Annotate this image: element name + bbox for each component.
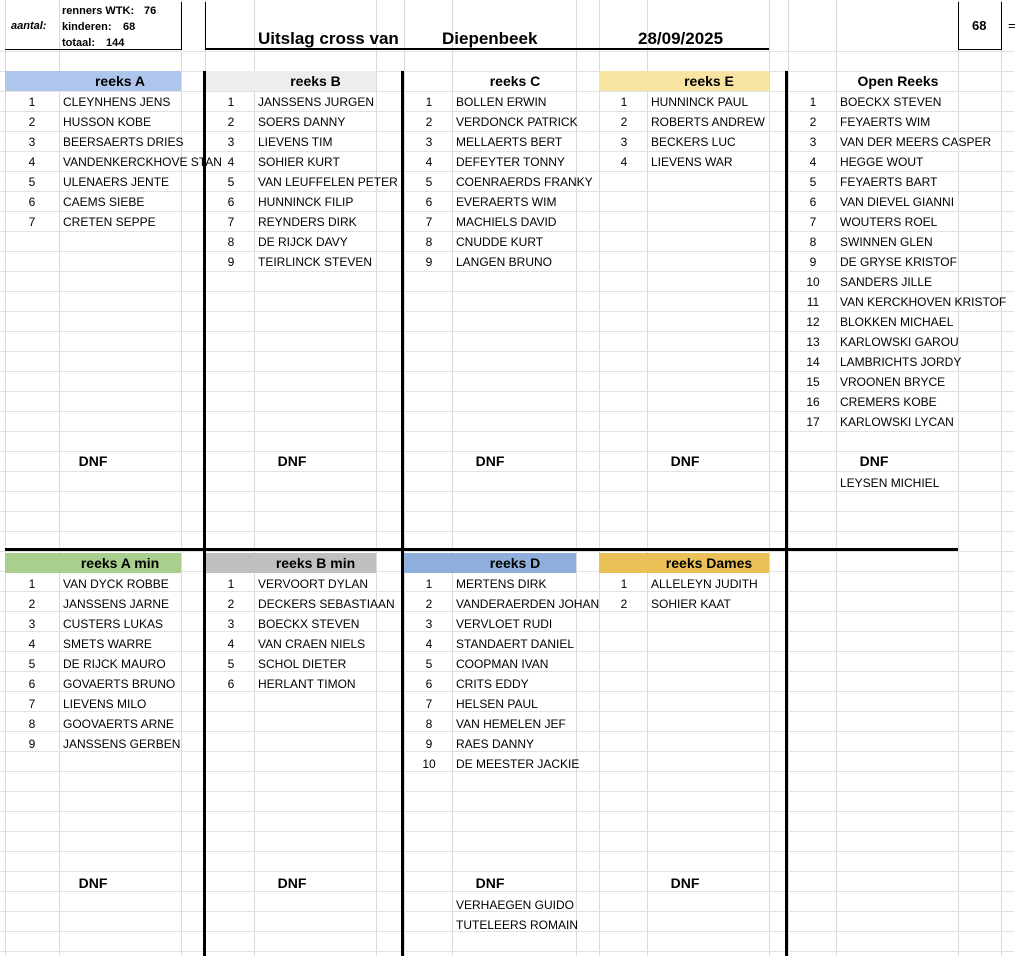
dnf-reeks-b: DNF [277, 453, 307, 469]
entry-rank: 2 [227, 115, 235, 129]
entry-name: BOECKX STEVEN [258, 617, 360, 631]
entry-name: VANDENKERCKHOVE STAN [63, 155, 222, 169]
entry-rank: 6 [28, 195, 36, 209]
entry-rank: 9 [809, 255, 817, 269]
entry-name: DE GRYSE KRISTOF [840, 255, 957, 269]
header-reeks-b-min: reeks B min [205, 553, 376, 573]
entry-rank: 5 [425, 657, 433, 671]
entry-rank: 1 [620, 577, 628, 591]
entry-name: VAN DIEVEL GIANNI [840, 195, 955, 209]
entry-name: BLOKKEN MICHAEL [840, 315, 954, 329]
entry-name: WOUTERS ROEL [840, 215, 938, 229]
dnf-reeks-c: DNF [475, 453, 505, 469]
entry-rank: 13 [806, 335, 820, 349]
entry-name: DEFEYTER TONNY [456, 155, 565, 169]
entry-name: MACHIELS DAVID [456, 215, 557, 229]
entry-rank: 10 [806, 275, 820, 289]
entry-rank: 3 [227, 135, 235, 149]
entry-name: SWINNEN GLEN [840, 235, 933, 249]
entry-rank: 2 [28, 115, 36, 129]
entry-rank: 6 [425, 195, 433, 209]
entry-name: ULENAERS JENTE [63, 175, 170, 189]
entry-rank: 2 [809, 115, 817, 129]
entry-name: HUSSON KOBE [63, 115, 152, 129]
entry-rank: 1 [28, 95, 36, 109]
renners-value: 76 [144, 5, 157, 17]
entry-rank: 6 [227, 677, 235, 691]
entry-name: JANSSENS GERBEN [63, 737, 181, 751]
entry-rank: 5 [227, 175, 235, 189]
entry-name: SCHOL DIETER [258, 657, 347, 671]
entry-name: VERVLOET RUDI [456, 617, 553, 631]
entry-rank: 5 [227, 657, 235, 671]
count-box-left [958, 2, 959, 50]
entry-rank: 10 [422, 757, 436, 771]
entry-name: CLEYNHENS JENS [63, 95, 171, 109]
entry-name: LIEVENS MILO [63, 697, 147, 711]
title-underline [205, 48, 769, 50]
entry-name: MERTENS DIRK [456, 577, 547, 591]
entry-name: CRETEN SEPPE [63, 215, 156, 229]
entry-name: VAN KERCKHOVEN KRISTOF [840, 295, 1007, 309]
entry-rank: 1 [809, 95, 817, 109]
entry-rank: 9 [425, 737, 433, 751]
entry-name: HERLANT TIMON [258, 677, 356, 691]
entry-name: BOECKX STEVEN [840, 95, 942, 109]
entry-name: DE RIJCK MAURO [63, 657, 166, 671]
dnf-reeks-d: DNF [475, 875, 505, 891]
entry-rank: 4 [809, 155, 817, 169]
entry-name: DE MEESTER JACKIE [456, 757, 580, 771]
entry-rank: 5 [425, 175, 433, 189]
entry-rank: 9 [227, 255, 235, 269]
entry-rank: 2 [620, 597, 628, 611]
entry-name: LANGEN BRUNO [456, 255, 553, 269]
entry-rank: 5 [28, 175, 36, 189]
entry-rank: 3 [28, 135, 36, 149]
entry-rank: 6 [425, 677, 433, 691]
entry-rank: 9 [28, 737, 36, 751]
entry-rank: 1 [620, 95, 628, 109]
entry-rank: 3 [227, 617, 235, 631]
entry-name: LIEVENS WAR [651, 155, 733, 169]
entry-name: HUNNINCK PAUL [651, 95, 749, 109]
entry-name: RAES DANNY [456, 737, 535, 751]
totaal-label: totaal: [62, 37, 95, 49]
kinderen-label: kinderen: [62, 21, 112, 33]
entry-rank: 1 [425, 577, 433, 591]
entry-rank: 3 [425, 617, 433, 631]
entry-name: COENRAERDS FRANKY [456, 175, 593, 189]
dnf-entry-name: VERHAEGEN GUIDO [456, 898, 575, 912]
entry-rank: 2 [425, 115, 433, 129]
dnf-open-reeks: DNF [859, 453, 889, 469]
entry-rank: 4 [227, 155, 235, 169]
entry-name: BOLLEN ERWIN [456, 95, 547, 109]
kinderen-value: 68 [123, 21, 136, 33]
summary-box-right [181, 2, 182, 50]
entry-name: ALLELEYN JUDITH [651, 577, 758, 591]
entry-rank: 17 [806, 415, 820, 429]
entry-rank: 9 [425, 255, 433, 269]
title-location: Diepenbeek [442, 29, 538, 48]
entry-name: HELSEN PAUL [456, 697, 538, 711]
entry-name: JANSSENS JURGEN [258, 95, 375, 109]
entry-rank: 1 [227, 95, 235, 109]
entry-name: COOPMAN IVAN [456, 657, 549, 671]
title-box-left [205, 2, 206, 50]
entry-name: BEERSAERTS DRIES [63, 135, 184, 149]
entry-name: CUSTERS LUKAS [63, 617, 164, 631]
entry-rank: 4 [620, 155, 628, 169]
entry-name: MELLAERTS BERT [456, 135, 563, 149]
entry-rank: 8 [809, 235, 817, 249]
entry-rank: 15 [806, 375, 820, 389]
aantal-label: aantal: [11, 20, 47, 32]
title-date: 28/09/2025 [638, 29, 724, 48]
entry-rank: 8 [425, 717, 433, 731]
count-box-bottom [958, 49, 1002, 50]
entry-name: HUNNINCK FILIP [258, 195, 354, 209]
entry-name: CAEMS SIEBE [63, 195, 145, 209]
entry-rank: 7 [425, 697, 433, 711]
entry-rank: 12 [806, 315, 820, 329]
entry-rank: 2 [227, 597, 235, 611]
entry-rank: 14 [806, 355, 820, 369]
entry-name: KARLOWSKI GAROU [840, 335, 959, 349]
entry-rank: 16 [806, 395, 820, 409]
entry-rank: 1 [425, 95, 433, 109]
entry-rank: 6 [28, 677, 36, 691]
count-box-right [1001, 2, 1002, 50]
dnf-entry-name: TUTELEERS ROMAIN [456, 918, 579, 932]
entry-rank: 6 [227, 195, 235, 209]
entry-name: DECKERS SEBASTIAAN [258, 597, 395, 611]
entry-name: JANSSENS JARNE [63, 597, 170, 611]
entry-rank: 7 [28, 215, 36, 229]
entry-rank: 7 [227, 215, 235, 229]
entry-name: SMETS WARRE [63, 637, 152, 651]
entry-rank: 5 [809, 175, 817, 189]
entry-name: GOOVAERTS ARNE [63, 717, 174, 731]
entry-name: VAN DER MEERS CASPER [840, 135, 992, 149]
title-uitslag: Uitslag cross van [258, 29, 399, 48]
entry-name: FEYAERTS BART [840, 175, 938, 189]
entry-rank: 1 [28, 577, 36, 591]
entry-name: VERDONCK PATRICK [456, 115, 578, 129]
entry-name: KARLOWSKI LYCAN [840, 415, 954, 429]
entry-rank: 4 [425, 637, 433, 651]
entry-rank: 2 [425, 597, 433, 611]
header-reeks-e: reeks E [599, 71, 769, 91]
header-reeks-d: reeks D [404, 553, 576, 573]
entry-name: GOVAERTS BRUNO [63, 677, 176, 691]
entry-name: VAN LEUFFELEN PETER [258, 175, 398, 189]
entry-name: SOHIER KAAT [651, 597, 731, 611]
entry-rank: 4 [28, 637, 36, 651]
entry-name: VERVOORT DYLAN [258, 577, 369, 591]
divider-mid [5, 548, 958, 551]
header-reeks-dames: reeks Dames [599, 553, 769, 573]
entry-name: BECKERS LUC [651, 135, 736, 149]
entry-name: DE RIJCK DAVY [258, 235, 348, 249]
entry-rank: 8 [227, 235, 235, 249]
entry-rank: 4 [425, 155, 433, 169]
entry-rank: 6 [809, 195, 817, 209]
header-open-reeks: Open Reeks [857, 73, 939, 89]
entry-rank: 8 [425, 235, 433, 249]
dnf-reeks-b-min: DNF [277, 875, 307, 891]
entry-name: VANDERAERDEN JOHAN [456, 597, 600, 611]
entry-name: LIEVENS TIM [258, 135, 333, 149]
totaal-value: 144 [106, 37, 125, 49]
entry-name: CNUDDE KURT [456, 235, 544, 249]
entry-name: ROBERTS ANDREW [651, 115, 765, 129]
entry-name: SANDERS JILLE [840, 275, 933, 289]
dnf-reeks-e: DNF [670, 453, 700, 469]
entry-name: STANDAERT DANIEL [456, 637, 575, 651]
header-reeks-b: reeks B [205, 71, 376, 91]
dnf-reeks-a-min: DNF [78, 875, 108, 891]
entry-rank: 5 [28, 657, 36, 671]
entry-rank: 2 [620, 115, 628, 129]
entry-rank: 4 [227, 637, 235, 651]
entry-name: TEIRLINCK STEVEN [258, 255, 373, 269]
entry-rank: 2 [28, 597, 36, 611]
equals-sign: = [1008, 18, 1016, 33]
dnf-reeks-dames: DNF [670, 875, 700, 891]
entry-name: SOHIER KURT [258, 155, 340, 169]
entry-rank: 8 [28, 717, 36, 731]
entry-name: EVERAERTS WIM [456, 195, 557, 209]
summary-box-bottom [5, 49, 182, 50]
entry-name: CRITS EDDY [456, 677, 529, 691]
dnf-entry-name: LEYSEN MICHIEL [840, 476, 940, 490]
header-reeks-c: reeks C [489, 73, 541, 89]
entry-rank: 3 [425, 135, 433, 149]
entry-name: VAN HEMELEN JEF [456, 717, 566, 731]
entry-name: SOERS DANNY [258, 115, 346, 129]
entry-rank: 3 [28, 617, 36, 631]
entry-name: CREMERS KOBE [840, 395, 937, 409]
header-reeks-a: reeks A [5, 71, 181, 91]
entry-name: HEGGE WOUT [840, 155, 924, 169]
entry-rank: 7 [425, 215, 433, 229]
entry-rank: 7 [28, 697, 36, 711]
entry-name: VAN DYCK ROBBE [63, 577, 169, 591]
entry-name: LAMBRICHTS JORDY [840, 355, 962, 369]
entry-rank: 11 [806, 295, 820, 309]
entry-name: FEYAERTS WIM [840, 115, 931, 129]
dnf-reeks-a: DNF [78, 453, 108, 469]
entry-name: VAN CRAEN NIELS [258, 637, 366, 651]
count-right: 68 [972, 18, 987, 33]
entry-rank: 3 [809, 135, 817, 149]
entry-rank: 1 [227, 577, 235, 591]
entry-rank: 4 [28, 155, 36, 169]
entry-name: VROONEN BRYCE [840, 375, 946, 389]
entry-name: REYNDERS DIRK [258, 215, 357, 229]
header-reeks-a-min: reeks A min [5, 553, 181, 573]
entry-rank: 7 [809, 215, 817, 229]
renners-label: renners WTK: [62, 5, 135, 17]
entry-rank: 3 [620, 135, 628, 149]
